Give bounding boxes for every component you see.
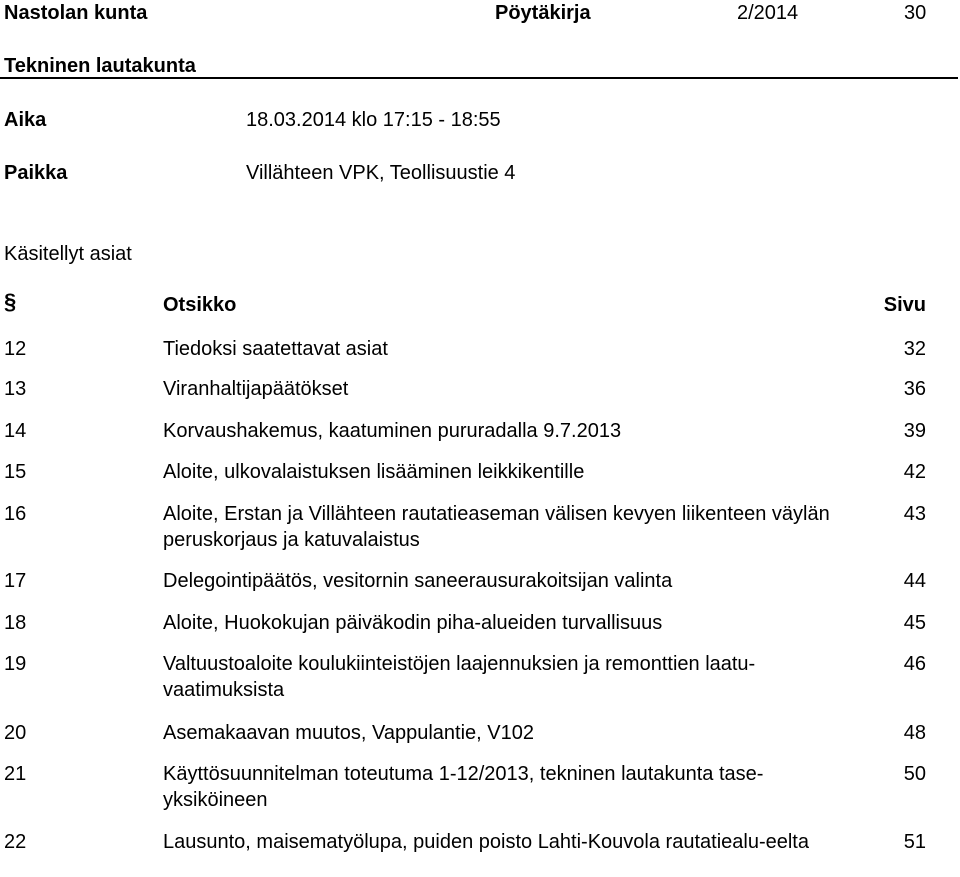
item-title: Aloite, ulkovalaistuksen lisääminen leikkikentille <box>163 461 585 483</box>
item-title: Lausunto, maisematyölupa, puiden poisto Lahti-Kouvola rautatiealu-eelta <box>163 831 809 853</box>
item-number: 16 <box>4 503 27 525</box>
item-title: Tiedoksi saatettavat asiat <box>163 338 388 360</box>
place-value: Villähteen VPK, Teollisuustie 4 <box>246 162 516 184</box>
item-page: 45 <box>903 612 926 634</box>
item-number: 19 <box>4 653 27 675</box>
item-number: 15 <box>4 461 27 483</box>
municipality-name: Nastolan kunta <box>4 2 148 24</box>
item-page: 51 <box>903 831 926 853</box>
section-title: Käsitellyt asiat <box>4 243 132 265</box>
item-page: 32 <box>903 338 926 360</box>
item-page: 44 <box>903 570 926 592</box>
committee-name: Tekninen lautakunta <box>4 55 196 77</box>
item-title: Valtuustoaloite koulukiinteistöjen laajennuksien ja remonttien laatu-vaatimuksista <box>163 653 756 701</box>
item-number: 21 <box>4 763 27 785</box>
item-page: 42 <box>903 461 926 483</box>
item-number: 18 <box>4 612 27 634</box>
item-number: 20 <box>4 722 27 744</box>
item-number: 22 <box>4 831 27 853</box>
item-title: Viranhaltijapäätökset <box>163 378 349 400</box>
time-label: Aika <box>4 109 47 131</box>
item-page: 43 <box>903 503 926 525</box>
header-divider <box>0 77 958 79</box>
column-header-page: Sivu <box>883 294 926 316</box>
issue-number: 2/2014 <box>737 2 799 24</box>
item-title: Korvaushakemus, kaatuminen pururadalla 9.7.2013 <box>163 420 622 442</box>
item-number: 13 <box>4 378 27 400</box>
item-title: Asemakaavan muutos, Vappulantie, V102 <box>163 722 534 744</box>
column-header-title: Otsikko <box>163 294 237 316</box>
place-label: Paikka <box>4 162 68 184</box>
item-page: 48 <box>903 722 926 744</box>
item-title: Aloite, Erstan ja Villähteen rautatieaseman välisen kevyen liikenteen väylän peruskorjaus ja katuvalaistus <box>163 503 830 551</box>
item-page: 50 <box>903 763 926 785</box>
item-page: 36 <box>903 378 926 400</box>
item-title: Käyttösuunnitelman toteutuma 1-12/2013, tekninen lautakunta tase-yksiköineen <box>163 763 764 811</box>
page-number: 30 <box>904 2 927 24</box>
item-title: Delegointipäätös, vesitornin saneerausurakoitsijan valinta <box>163 570 673 592</box>
item-number: 14 <box>4 420 27 442</box>
item-page: 39 <box>903 420 926 442</box>
time-value: 18.03.2014 klo 17:15 - 18:55 <box>246 109 501 131</box>
section-sign-icon: § <box>4 289 17 314</box>
item-title: Aloite, Huokokujan päiväkodin piha-alueiden turvallisuus <box>163 612 663 634</box>
document-type: Pöytäkirja <box>495 2 591 24</box>
item-number: 12 <box>4 338 27 360</box>
item-number: 17 <box>4 570 27 592</box>
item-page: 46 <box>903 653 926 675</box>
